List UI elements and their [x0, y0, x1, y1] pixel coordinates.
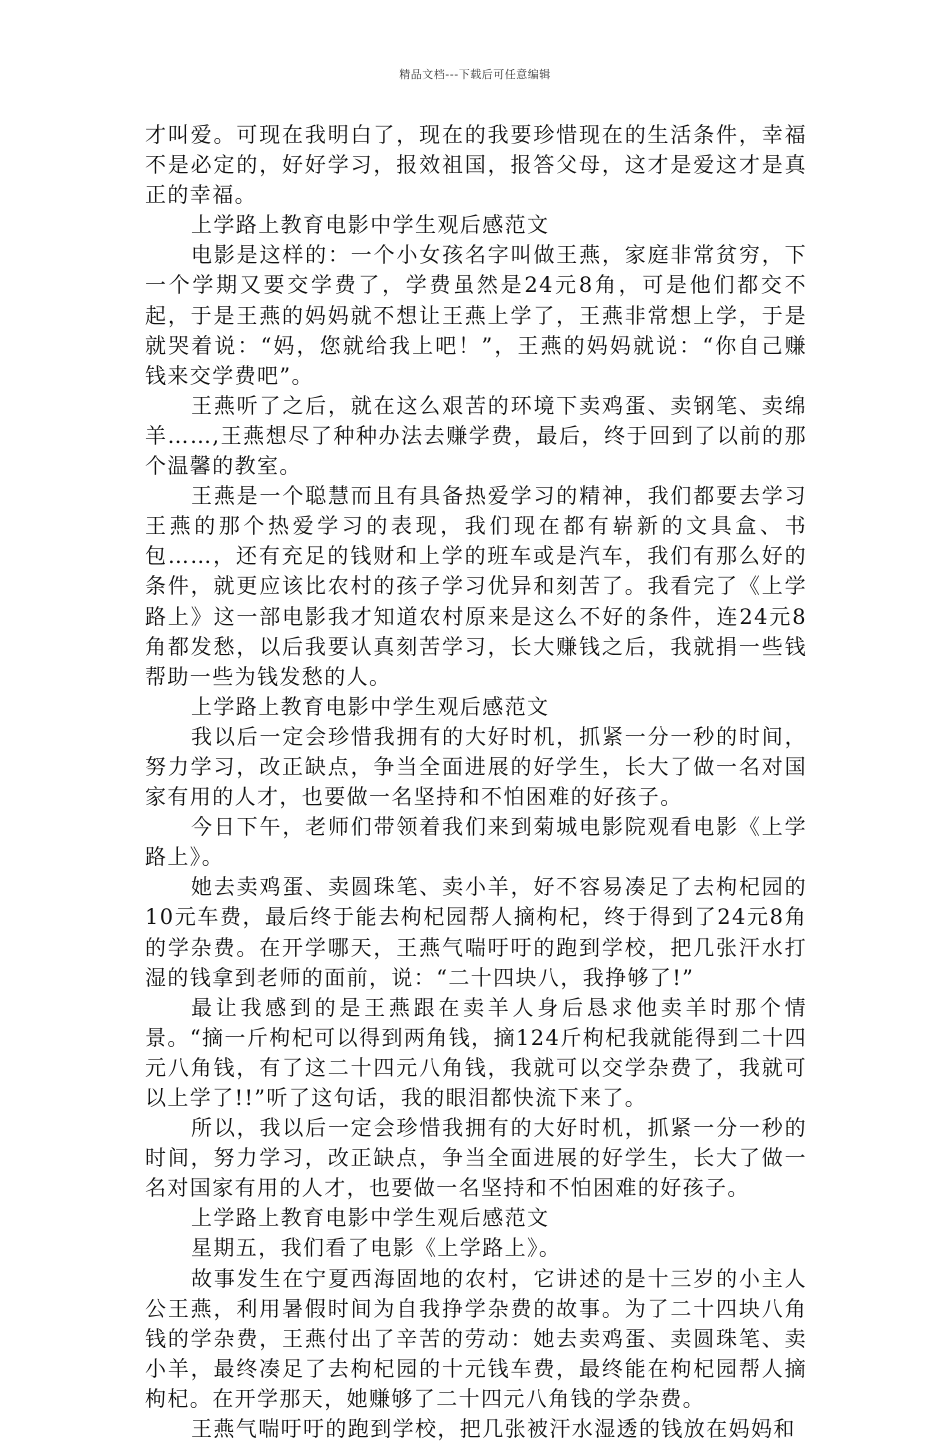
- paragraph: 今日下午，老师们带领着我们来到菊城电影院观看电影《上学路上》。: [145, 815, 807, 870]
- paragraph: 上学路上教育电影中学生观后感范文: [191, 213, 550, 238]
- paragraph: 才叫爱。可现在我明白了，现在的我要珍惜现在的生活条件，幸福不是必定的，好好学习，报效祖国，报答父母，这才是爱这才是真正的幸福。: [145, 123, 807, 208]
- document-body: [145, 120, 807, 1444]
- paragraph: 所以，我以后一定会珍惜我拥有的大好时机，抓紧一分一秒的时间，努力学习，改正缺点，争当全面进展的好学生，长大了做一名对国家有用的人才，也要做一名坚持和不怕困难的好孩子。: [145, 1116, 807, 1201]
- paragraph: 上学路上教育电影中学生观后感范文: [191, 694, 550, 719]
- paragraph: 她去卖鸡蛋、卖圆珠笔、卖小羊，好不容易凑足了去枸杞园的10元车费，最后终于能去枸杞园帮人摘枸杞，终于得到了24元8角的学杂费。在开学哪天，王燕气喘吁吁的跑到学校，把几张汗水打湿的钱拿到老师的面前，说：“二十四块八，我挣够了!”: [145, 875, 807, 990]
- paragraph: 上学路上教育电影中学生观后感范文: [191, 1206, 550, 1231]
- paragraph: 最让我感到的是王燕跟在卖羊人身后恳求他卖羊时那个情景。“摘一斤枸杞可以得到两角钱，摘124斤枸杞我就能得到二十四元八角钱，有了这二十四元八角钱，我就可以交学杂费了，我就可以上学了!!”听了这句话，我的眼泪都快流下来了。: [145, 995, 807, 1110]
- paragraph: 王燕听了之后，就在这么艰苦的环境下卖鸡蛋、卖钢笔、卖绵羊……,王燕想尽了种种办法去赚学费，最后，终于回到了以前的那个温馨的教室。: [145, 393, 807, 479]
- paragraph: 王燕气喘吁吁的跑到学校，把几张被汗水湿透的钱放在妈妈和: [191, 1417, 796, 1442]
- paragraph: 星期五，我们看了电影《上学路上》。: [191, 1236, 562, 1261]
- paragraph: 我以后一定会珍惜我拥有的大好时机，抓紧一分一秒的时间，努力学习，改正缺点，争当全面进展的好学生，长大了做一名对国家有用的人才，也要做一名坚持和不怕困难的好孩子。: [145, 724, 807, 810]
- paragraph: 电影是这样的：一个小女孩名字叫做王燕，家庭非常贫穷，下一个学期又要交学费了，学费虽然是24元8角，可是他们都交不起，于是王燕的妈妈就不想让王燕上学了，王燕非常想上学，于是就哭着说：“妈，您就给我上吧！”，王燕的妈妈就说：“你自己赚钱来交学费吧”。: [145, 243, 807, 388]
- paragraph: 故事发生在宁夏西海固地的农村，它讲述的是十三岁的小主人公王燕，利用暑假时间为自我挣学杂费的故事。为了二十四块八角钱的学杂费，王燕付出了辛苦的劳动：她去卖鸡蛋、卖圆珠笔、卖小羊，最终凑足了去枸杞园的十元钱车费，最终能在枸杞园帮人摘枸杞。在开学那天，她赚够了二十四元八角钱的学杂费。: [145, 1266, 807, 1411]
- page-header: 精品文档---下载后可任意编辑: [399, 68, 551, 81]
- paragraph: 王燕是一个聪慧而且有具备热爱学习的精神，我们都要去学习王燕的那个热爱学习的表现，我们现在都有崭新的文具盒、书包……，还有充足的钱财和上学的班车或是汽车，我们有那么好的条件，就更应该比农村的孩子学习优异和刻苦了。我看完了《上学路上》这一部电影我才知道农村原来是这么不好的条件，连24元8角都发愁，以后我要认真刻苦学习，长大赚钱之后，我就捐一些钱帮助一些为钱发愁的人。: [145, 484, 807, 689]
